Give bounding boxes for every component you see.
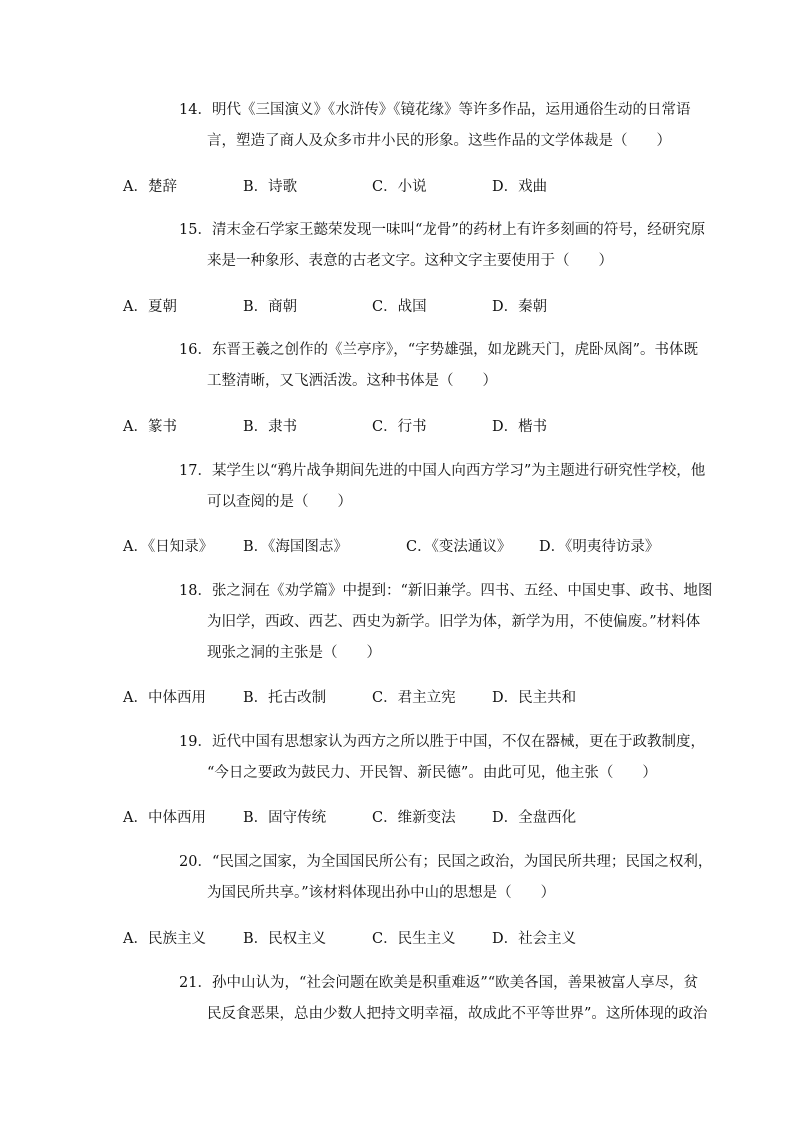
question-16-stem-line-1: 16．东晋王羲之创作的《兰亭序》，“字势雄强，如龙跳天门，虎卧凤阁”。书体既 (179, 342, 699, 358)
question-15-option-d[interactable]: D．秦朝 (492, 299, 548, 315)
question-19-stem-line-1: 19．近代中国有思想家认为西方之所以胜于中国，不仅在器械，更在于政教制度， (179, 734, 705, 750)
question-20-option-c[interactable]: C．民生主义 (372, 931, 456, 947)
question-19-stem (179, 727, 704, 789)
question-19-option-d[interactable]: D．全盘西化 (492, 810, 577, 826)
question-16-option-d[interactable]: D．楷书 (492, 419, 548, 435)
question-17-option-c[interactable]: C．《变法通议》 (406, 539, 512, 555)
question-21-stem (179, 968, 708, 1030)
question-19-option-c[interactable]: C．维新变法 (372, 810, 456, 826)
question-20-option-d[interactable]: D．社会主义 (492, 931, 577, 947)
question-15-stem (179, 215, 704, 277)
question-14-option-d[interactable]: D．戏曲 (492, 179, 548, 195)
question-14-options (123, 175, 743, 199)
question-21-stem-line-2: 民反食恶果，总由少数人把持文明幸福，故成此不平等世界”。这所体现的政治 (207, 1006, 708, 1022)
question-18-option-a[interactable]: A．中体西用 (123, 690, 206, 706)
question-17-stem (179, 456, 704, 518)
question-16-option-c[interactable]: C．行书 (372, 419, 427, 435)
question-19-option-b[interactable]: B．固守传统 (243, 810, 327, 826)
question-15-option-a[interactable]: A．夏朝 (123, 299, 177, 315)
question-15-option-b[interactable]: B．商朝 (243, 299, 298, 315)
question-17-options (123, 535, 743, 559)
question-16-stem-line-2: 工整清晰，又飞洒活泼。这种书体是（ ） (207, 373, 497, 389)
question-17-stem-line-1: 17．某学生以“鸦片战争期间先进的中国人向西方学习”为主题进行研究性学校，他 (179, 463, 706, 479)
question-16-option-b[interactable]: B．隶书 (243, 419, 298, 435)
question-19-stem-line-2: “今日之要政为鼓民力、开民智、新民德”。由此可见，他主张（ ） (207, 765, 657, 781)
question-15-options (123, 295, 743, 319)
question-14-option-a[interactable]: A．楚辞 (123, 179, 177, 195)
question-17-option-d[interactable]: D．《明夷待访录》 (539, 539, 660, 555)
question-20-option-b[interactable]: B．民权主义 (243, 931, 327, 947)
question-18-stem-line-3: 现张之洞的主张是（ ） (207, 645, 381, 661)
question-16-option-a[interactable]: A．篆书 (123, 419, 177, 435)
question-20-stem-line-2: 为国民所共享。”该材料体现出孙中山的思想是（ ） (207, 885, 556, 901)
question-15-option-c[interactable]: C．战国 (372, 299, 427, 315)
question-20-option-a[interactable]: A．民族主义 (123, 931, 206, 947)
question-14-stem (179, 95, 704, 157)
question-20-stem-line-1: 20．“民国之国家，为全国国民所公有；民国之政治，为国民所共理；民国之权利， (179, 854, 713, 870)
question-21-stem-line-1: 21．孙中山认为，“社会问题在欧美是积重难返”“欧美各国，善果被富人享尽，贫 (179, 975, 699, 991)
question-17-stem-line-2: 可以查阅的是（ ） (207, 494, 352, 510)
question-15-stem-line-1: 15．清末金石学家王懿荣发现一味叫“龙骨”的药材上有许多刻画的符号，经研究原 (179, 222, 706, 238)
question-16-stem (179, 335, 704, 397)
question-16-options (123, 415, 743, 439)
question-19-options (123, 806, 743, 830)
question-14-option-c[interactable]: C．小说 (372, 179, 427, 195)
question-18-stem-line-1: 18．张之洞在《劝学篇》中提到：“新旧兼学。四书、五经、中国史事、政书、地图 (179, 583, 713, 599)
question-14-option-b[interactable]: B．诗歌 (243, 179, 298, 195)
question-17-option-a[interactable]: A．《日知录》 (123, 539, 214, 555)
question-20-options (123, 927, 743, 951)
question-18-option-d[interactable]: D．民主共和 (492, 690, 577, 706)
question-14-stem-line-2: 言，塑造了商人及众多市井小民的形象。这些作品的文学体裁是（ ） (207, 133, 671, 149)
question-18-option-c[interactable]: C．君主立宪 (372, 690, 456, 706)
question-18-options (123, 686, 743, 710)
question-17-option-b[interactable]: B．《海国图志》 (243, 539, 348, 555)
question-14-stem-line-1: 14．明代《三国演义》《水浒传》《镜花缘》等许多作品，运用通俗生动的日常语 (179, 102, 691, 118)
question-19-option-a[interactable]: A．中体西用 (123, 810, 206, 826)
question-18-stem-line-2: 为旧学，西政、西艺、西史为新学。旧学为体，新学为用，不使偏废。”材料体 (207, 614, 701, 630)
question-18-option-b[interactable]: B．托古改制 (243, 690, 327, 706)
question-15-stem-line-2: 来是一种象形、表意的古老文字。这种文字主要使用于（ ） (207, 253, 613, 269)
question-20-stem (179, 847, 713, 909)
question-18-stem (179, 576, 713, 669)
